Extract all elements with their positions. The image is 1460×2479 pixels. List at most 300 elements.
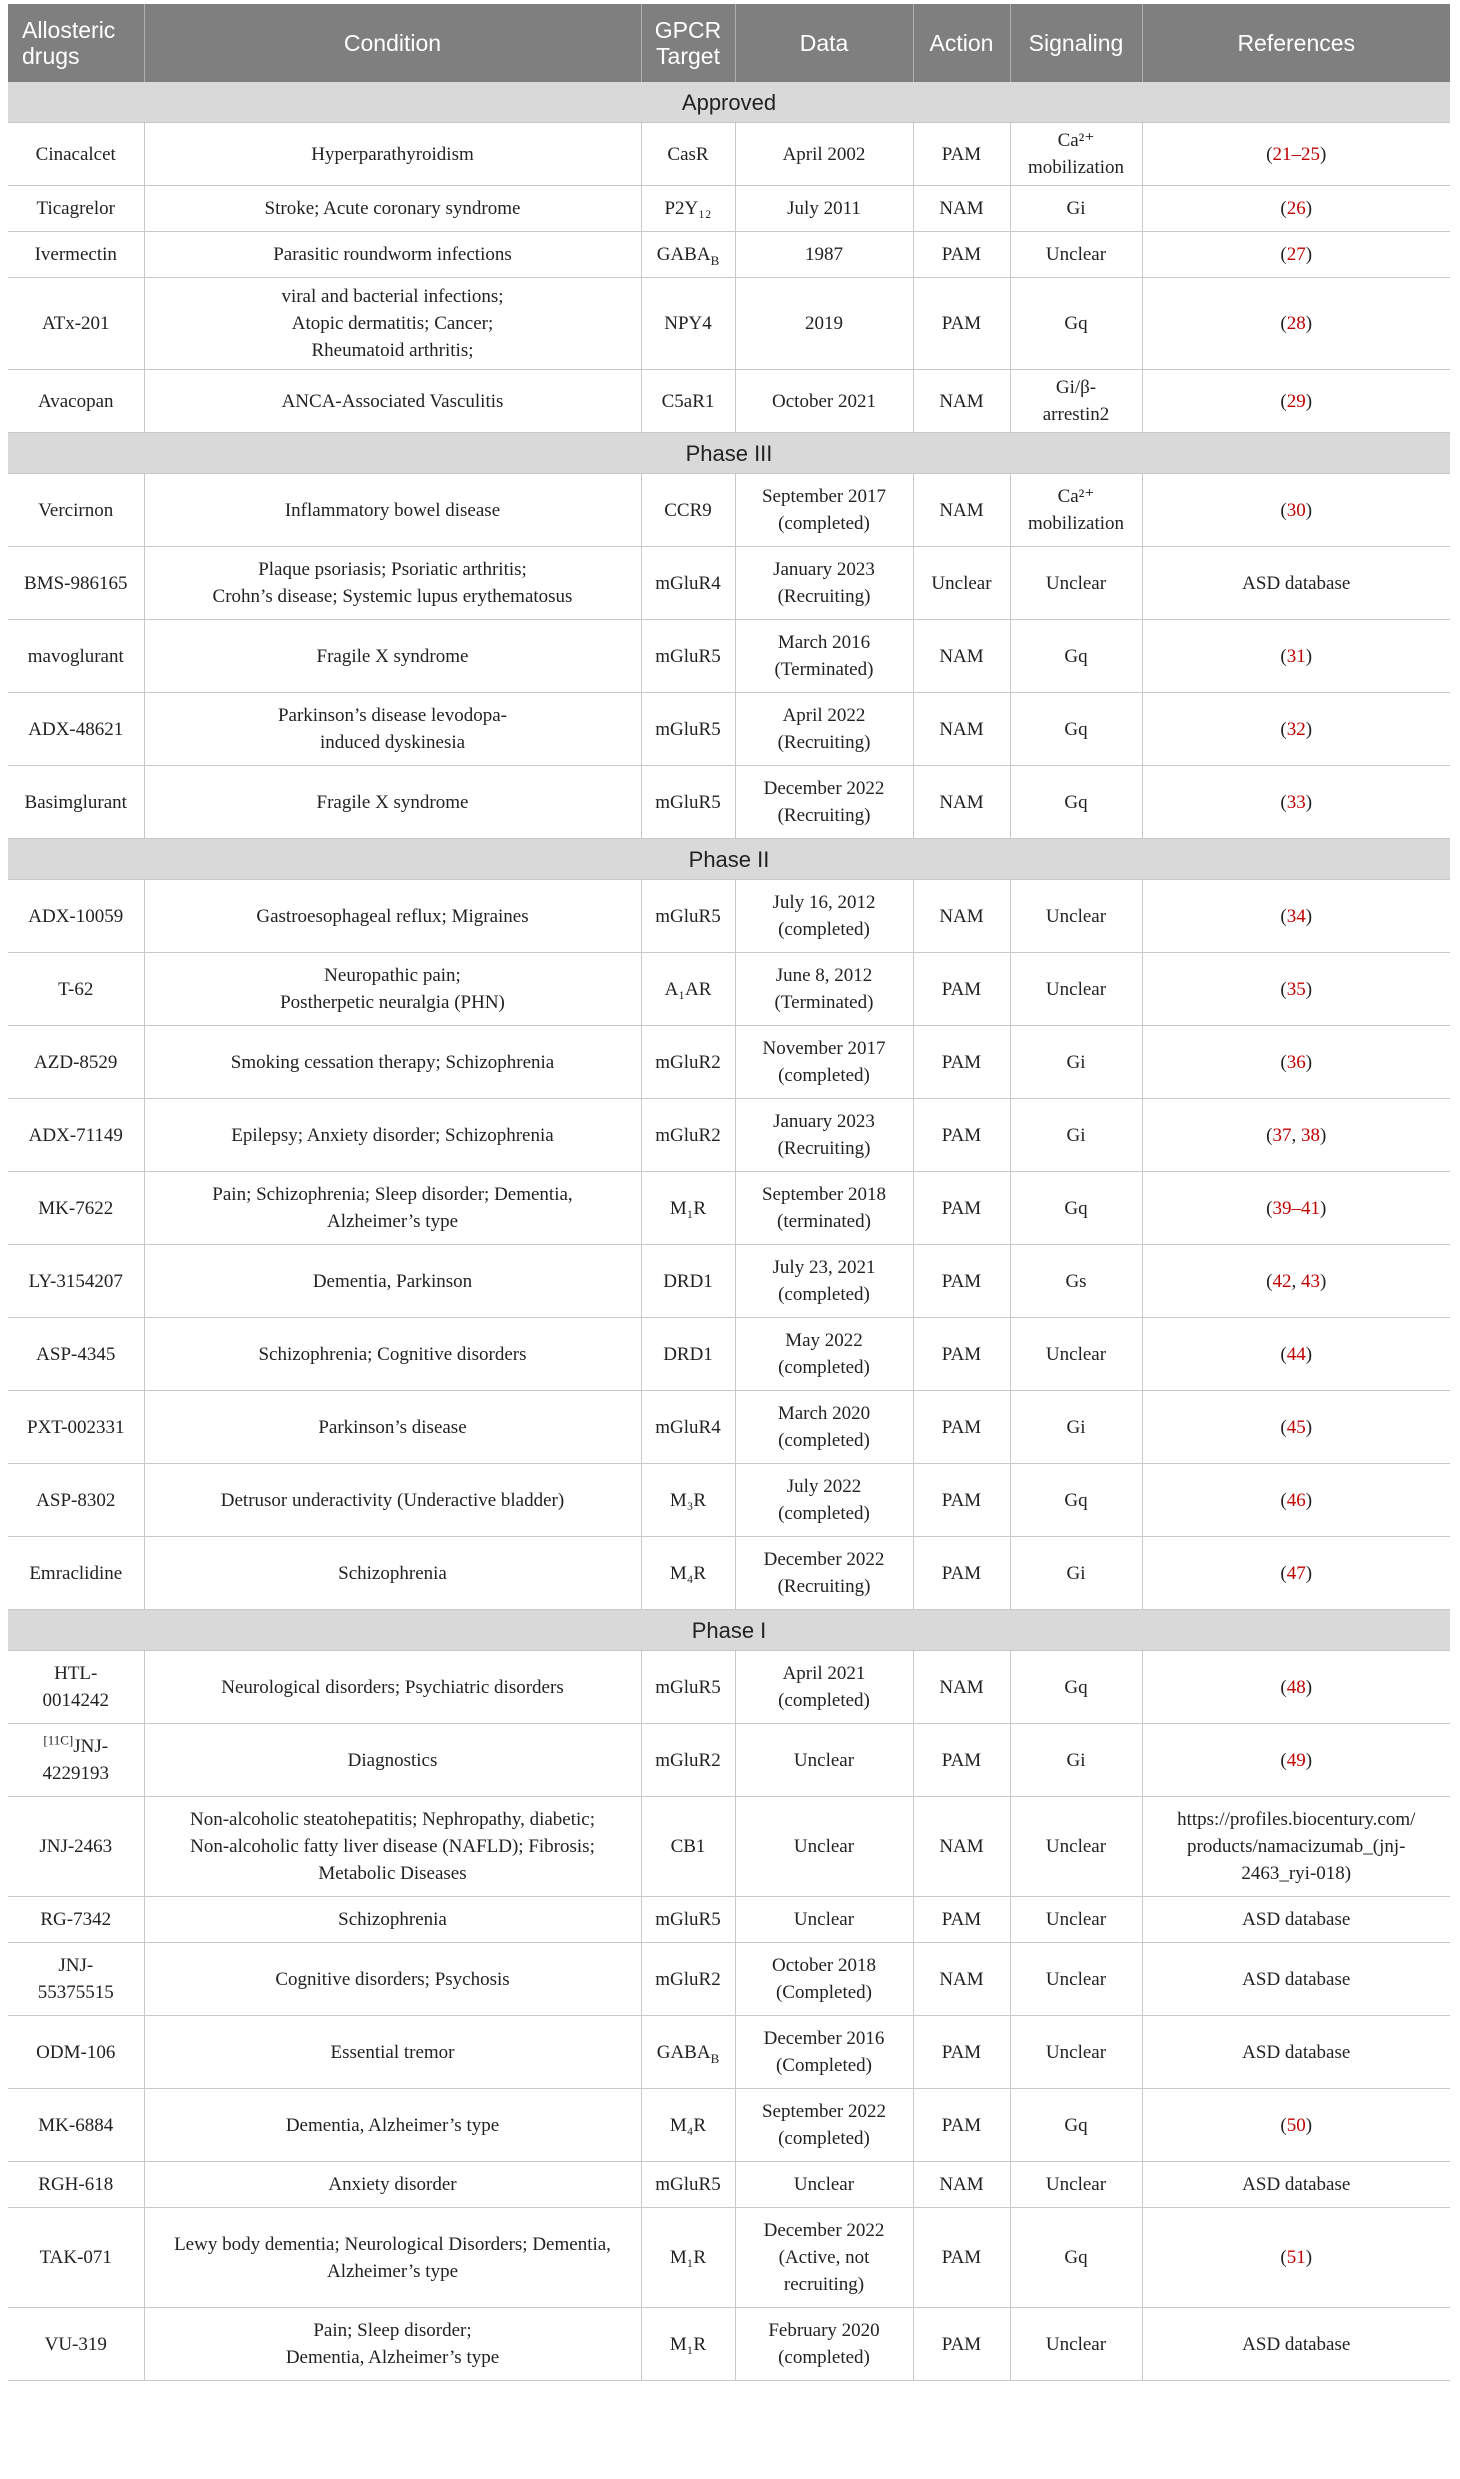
- reference-url[interactable]: https://profiles.biocentury.com/ products/namacizumab_(jnj- 2463_ryi-018): [1177, 1809, 1416, 1884]
- reference-link[interactable]: 50: [1286, 2114, 1306, 2136]
- gpcr-target-cell: [641, 1245, 735, 1318]
- reference-link[interactable]: 35: [1286, 978, 1306, 1000]
- table-row: [8, 1172, 1450, 1245]
- table-header: [8, 4, 1450, 82]
- reference-link[interactable]: 25: [1301, 143, 1320, 165]
- date-cell: [735, 1026, 913, 1099]
- date-cell: [735, 1099, 913, 1172]
- condition-cell-text: Fragile X syndrome: [316, 645, 469, 667]
- references-cell: (33): [1142, 766, 1450, 839]
- gpcr-target-cell-text: CasR: [667, 143, 709, 165]
- gpcr-target-cell: [641, 2016, 735, 2089]
- condition-cell-text: Lewy body dementia; Neurological Disorders; Dementia, Alzheimer’s type: [174, 2233, 611, 2282]
- table-row: [8, 1245, 1450, 1318]
- drug-name-cell: [8, 370, 144, 433]
- signaling-cell: [1010, 1099, 1142, 1172]
- drug-name-cell: [8, 693, 144, 766]
- drug-name-cell-text: Ivermectin: [34, 244, 117, 265]
- action-cell-text: PAM: [941, 978, 982, 1000]
- drug-name-cell: [8, 1391, 144, 1464]
- action-cell-text: NAM: [939, 791, 984, 813]
- drug-name-cell-text: Ticagrelor: [36, 198, 115, 219]
- references-cell: [1142, 1943, 1450, 2016]
- table-row: [8, 880, 1450, 953]
- gpcr-target-cell-text: mGluR2: [655, 1749, 721, 1771]
- condition-cell: [144, 1797, 641, 1897]
- table-row: [8, 766, 1450, 839]
- table-row: [8, 1391, 1450, 1464]
- drug-name-cell-text: JNJ-2463: [39, 1836, 113, 1857]
- drug-name-cell-text: mavoglurant: [27, 645, 124, 667]
- date-cell: [735, 1897, 913, 1943]
- gpcr-target-cell: [641, 953, 735, 1026]
- action-cell-text: Unclear: [931, 572, 992, 594]
- condition-cell-text: Epilepsy; Anxiety disorder; Schizophrenia: [231, 1124, 554, 1146]
- gpcr-target-cell-text: DRD1: [663, 1343, 713, 1365]
- signaling-cell-text: Gq: [1064, 2247, 1088, 2268]
- references-cell: (51): [1142, 2208, 1450, 2308]
- action-cell: [913, 1943, 1010, 2016]
- references-cell: (35): [1142, 953, 1450, 1026]
- action-cell-text: PAM: [941, 1562, 982, 1584]
- section-row: [8, 1610, 1450, 1651]
- condition-cell: [144, 1172, 641, 1245]
- drug-name-cell-text: MK-7622: [38, 1197, 114, 1219]
- date-cell: [735, 2208, 913, 2308]
- signaling-cell-text: Ca²⁺ mobilization: [1027, 130, 1125, 178]
- drug-name-cell: [8, 2089, 144, 2162]
- drug-name-cell: [8, 1099, 144, 1172]
- gpcr-target-cell-text: M₁R: [669, 1197, 707, 1219]
- date-cell-text: September 2018 (terminated): [761, 1184, 886, 1232]
- date-cell-text: July 23, 2021 (completed): [772, 1257, 876, 1305]
- reference-link[interactable]: 43: [1301, 1270, 1320, 1292]
- reference-link[interactable]: 34: [1286, 905, 1306, 927]
- signaling-cell: [1010, 2308, 1142, 2381]
- reference-source: ASD database: [1242, 2041, 1351, 2063]
- date-cell: [735, 1797, 913, 1897]
- signaling-cell: [1010, 232, 1142, 278]
- date-cell-text: September 2022 (completed): [761, 2101, 886, 2149]
- gpcr-target-cell: [641, 1651, 735, 1724]
- drug-name-cell-text: VU-319: [44, 2333, 107, 2355]
- action-cell: [913, 232, 1010, 278]
- action-cell-text: PAM: [941, 1343, 982, 1365]
- date-cell: [735, 2308, 913, 2381]
- gpcr-target-cell: [641, 2308, 735, 2381]
- gpcr-target-cell-text: mGluR5: [655, 1909, 721, 1930]
- signaling-cell-text: Gq: [1064, 791, 1088, 813]
- condition-cell: [144, 186, 641, 232]
- condition-cell: [144, 2308, 641, 2381]
- condition-cell-text: Essential tremor: [330, 2041, 455, 2063]
- drug-name-cell-text: [11C]JNJ- 4229193: [42, 1732, 109, 1784]
- gpcr-target-cell: [641, 1897, 735, 1943]
- date-cell-text: April 2021 (completed): [778, 1663, 870, 1711]
- date-cell-text: Unclear: [793, 1749, 855, 1771]
- condition-cell: [144, 1651, 641, 1724]
- section-row: [8, 82, 1450, 123]
- header-signaling: Signaling: [1010, 4, 1142, 82]
- action-cell-text: NAM: [939, 1676, 984, 1698]
- reference-link[interactable]: 29: [1286, 390, 1306, 412]
- action-cell: [913, 1537, 1010, 1610]
- date-cell: [735, 620, 913, 693]
- drug-name-cell: [8, 474, 144, 547]
- gpcr-target-cell-text: A₁AR: [664, 978, 712, 1000]
- gpcr-target-cell: [641, 123, 735, 186]
- date-cell: [735, 953, 913, 1026]
- signaling-cell-text: Gq: [1064, 2114, 1088, 2136]
- signaling-cell: [1010, 1318, 1142, 1391]
- drug-name-cell-text: Cinacalcet: [35, 143, 116, 165]
- action-cell: [913, 186, 1010, 232]
- reference-link[interactable]: 26: [1286, 198, 1306, 219]
- date-cell-text: November 2017 (completed): [762, 1038, 886, 1086]
- signaling-cell: [1010, 766, 1142, 839]
- signaling-cell: [1010, 1943, 1142, 2016]
- action-cell-text: PAM: [941, 2333, 982, 2355]
- drug-name-cell-text: ATx-201: [41, 313, 110, 334]
- signaling-cell-text: Unclear: [1045, 244, 1107, 265]
- drug-name-cell-text: MK-6884: [38, 2114, 114, 2136]
- reference-link[interactable]: 36: [1286, 1051, 1306, 1073]
- reference-link[interactable]: 45: [1286, 1416, 1306, 1438]
- action-cell-text: NAM: [939, 905, 984, 927]
- table-row: [8, 1464, 1450, 1537]
- table-row: [8, 186, 1450, 232]
- reference-source: ASD database: [1242, 2333, 1351, 2355]
- drug-name-cell-text: ASP-4345: [36, 1343, 116, 1365]
- condition-cell-text: Schizophrenia; Cognitive disorders: [258, 1343, 527, 1365]
- drug-name-cell: [8, 1943, 144, 2016]
- action-cell: [913, 1464, 1010, 1537]
- action-cell-text: NAM: [939, 1836, 984, 1857]
- signaling-cell-text: Unclear: [1045, 572, 1107, 594]
- signaling-cell-text: Gi/β- arrestin2: [1042, 377, 1110, 425]
- action-cell-text: PAM: [941, 1197, 982, 1219]
- drug-name-cell: [8, 1897, 144, 1943]
- condition-cell-text: Diagnostics: [347, 1749, 438, 1771]
- drug-name-cell: [8, 766, 144, 839]
- signaling-cell-text: Gi: [1066, 1749, 1086, 1771]
- references-cell: [1142, 2162, 1450, 2208]
- references-cell: [1142, 2016, 1450, 2089]
- allosteric-drugs-table-container: [8, 4, 1450, 2381]
- reference-link[interactable]: 37: [1272, 1124, 1292, 1146]
- signaling-cell-text: Unclear: [1045, 1343, 1107, 1365]
- condition-cell: [144, 278, 641, 370]
- date-cell: [735, 278, 913, 370]
- action-cell-text: PAM: [941, 2114, 982, 2136]
- table-row: [8, 1099, 1450, 1172]
- condition-cell-text: Gastroesophageal reflux; Migraines: [256, 905, 529, 927]
- date-cell-text: March 2016 (Terminated): [774, 632, 874, 680]
- drug-name-cell-text: ASP-8302: [36, 1489, 116, 1511]
- table-row: [8, 547, 1450, 620]
- drug-name-cell-text: ADX-71149: [28, 1124, 123, 1146]
- references-cell: (44): [1142, 1318, 1450, 1391]
- condition-cell: [144, 1464, 641, 1537]
- drug-name-cell: [8, 547, 144, 620]
- condition-cell-text: Parkinson’s disease: [318, 1416, 467, 1438]
- signaling-cell-text: Unclear: [1045, 2333, 1107, 2355]
- condition-cell: [144, 2089, 641, 2162]
- action-cell: [913, 2089, 1010, 2162]
- signaling-cell-text: Unclear: [1045, 2041, 1107, 2063]
- condition-cell: [144, 693, 641, 766]
- date-cell-text: April 2002: [782, 143, 866, 165]
- date-cell: [735, 370, 913, 433]
- signaling-cell: [1010, 1724, 1142, 1797]
- drug-name-cell: [8, 1537, 144, 1610]
- gpcr-target-cell-text: C5aR1: [661, 390, 715, 412]
- date-cell: [735, 2162, 913, 2208]
- header-condition: Condition: [144, 4, 641, 82]
- references-cell: (30): [1142, 474, 1450, 547]
- drug-name-cell: [8, 1245, 144, 1318]
- drug-name-cell-text: LY-3154207: [28, 1270, 123, 1292]
- date-cell-text: January 2023 (Recruiting): [773, 559, 875, 607]
- date-cell-text: May 2022 (completed): [778, 1330, 870, 1378]
- condition-cell: [144, 766, 641, 839]
- section-row: [8, 433, 1450, 474]
- reference-link[interactable]: 33: [1286, 791, 1306, 813]
- drug-name-cell-text: Avacopan: [37, 390, 114, 412]
- gpcr-target-cell-text: mGluR5: [655, 791, 721, 813]
- references-cell: (46): [1142, 1464, 1450, 1537]
- gpcr-target-cell: [641, 278, 735, 370]
- reference-link[interactable]: 44: [1286, 1343, 1306, 1365]
- references-cell: (28): [1142, 278, 1450, 370]
- references-cell: (49): [1142, 1724, 1450, 1797]
- references-cell: (21–25): [1142, 123, 1450, 186]
- action-cell-text: NAM: [939, 198, 984, 219]
- action-cell-text: NAM: [939, 390, 984, 412]
- condition-cell: [144, 1391, 641, 1464]
- reference-link[interactable]: 21: [1272, 143, 1292, 165]
- reference-separator: ,: [1291, 1270, 1301, 1292]
- date-cell: [735, 1651, 913, 1724]
- section-title: Phase III: [8, 433, 1450, 474]
- action-cell: [913, 1797, 1010, 1897]
- drug-name-cell: [8, 232, 144, 278]
- gpcr-target-cell: [641, 1172, 735, 1245]
- gpcr-target-cell-text: NPY4: [664, 313, 712, 334]
- date-cell-text: April 2022 (Recruiting): [777, 705, 871, 753]
- references-cell: (48): [1142, 1651, 1450, 1724]
- gpcr-target-cell: [641, 693, 735, 766]
- gpcr-target-cell: [641, 1099, 735, 1172]
- section-title: Phase I: [8, 1610, 1450, 1651]
- date-cell-text: January 2023 (Recruiting): [773, 1111, 875, 1159]
- action-cell: [913, 370, 1010, 433]
- condition-cell-text: Anxiety disorder: [328, 2174, 457, 2195]
- condition-cell-text: Fragile X syndrome: [316, 791, 469, 813]
- reference-link[interactable]: 46: [1286, 1489, 1306, 1511]
- signaling-cell: [1010, 2016, 1142, 2089]
- date-cell: [735, 766, 913, 839]
- date-cell-text: June 8, 2012 (Terminated): [774, 965, 874, 1013]
- action-cell: [913, 2208, 1010, 2308]
- reference-link[interactable]: 42: [1272, 1270, 1292, 1292]
- references-cell: (26): [1142, 186, 1450, 232]
- signaling-cell-text: Unclear: [1045, 2174, 1107, 2195]
- signaling-cell-text: Unclear: [1045, 1968, 1107, 1990]
- gpcr-target-cell-text: mGluR5: [655, 718, 721, 740]
- table-row: [8, 1943, 1450, 2016]
- action-cell: [913, 1026, 1010, 1099]
- reference-source: ASD database: [1242, 572, 1351, 594]
- date-cell: [735, 693, 913, 766]
- reference-link[interactable]: 30: [1286, 499, 1306, 521]
- drug-name-cell: [8, 2308, 144, 2381]
- condition-cell: [144, 547, 641, 620]
- drug-name-cell: [8, 1172, 144, 1245]
- drug-name-cell-text: Basimglurant: [24, 791, 127, 813]
- action-cell: [913, 474, 1010, 547]
- reference-link[interactable]: 31: [1286, 645, 1306, 667]
- date-cell-text: July 2011: [787, 198, 861, 219]
- condition-cell: [144, 1724, 641, 1797]
- action-cell: [913, 123, 1010, 186]
- condition-cell-text: Detrusor underactivity (Underactive bladder): [220, 1489, 565, 1511]
- gpcr-target-cell-text: mGluR5: [655, 2174, 721, 2195]
- gpcr-target-cell-text: mGluR5: [655, 645, 721, 667]
- table-row: [8, 2089, 1450, 2162]
- signaling-cell: [1010, 620, 1142, 693]
- gpcr-target-cell-text: mGluR2: [655, 1968, 721, 1990]
- condition-cell-text: Stroke; Acute coronary syndrome: [264, 198, 521, 219]
- signaling-cell: [1010, 123, 1142, 186]
- table-row: [8, 1897, 1450, 1943]
- signaling-cell-text: Gq: [1064, 718, 1088, 740]
- signaling-cell: [1010, 370, 1142, 433]
- drug-name-cell-text: ADX-48621: [28, 718, 124, 740]
- action-cell: [913, 2016, 1010, 2089]
- table-row: [8, 2162, 1450, 2208]
- header-row: [8, 4, 1450, 82]
- gpcr-target-cell-text: CCR9: [664, 499, 712, 521]
- reference-link[interactable]: 32: [1286, 718, 1306, 740]
- condition-cell-text: Pain; Schizophrenia; Sleep disorder; Dementia, Alzheimer’s type: [212, 1184, 573, 1232]
- date-cell-text: 1987: [805, 244, 843, 265]
- action-cell: [913, 1391, 1010, 1464]
- gpcr-target-cell-text: $GABA_B$: [656, 244, 720, 268]
- action-cell-text: PAM: [941, 1051, 982, 1073]
- drug-name-cell-text: ODM-106: [36, 2041, 116, 2063]
- condition-cell-text: Schizophrenia: [338, 1562, 447, 1584]
- table-row: [8, 620, 1450, 693]
- condition-cell: [144, 232, 641, 278]
- condition-cell-text: Parkinson’s disease levodopa- induced dyskinesia: [277, 705, 507, 753]
- action-cell: [913, 1897, 1010, 1943]
- action-cell-text: PAM: [941, 1416, 982, 1438]
- action-cell: [913, 1099, 1010, 1172]
- table-row: [8, 1724, 1450, 1797]
- header-references: References: [1142, 4, 1450, 82]
- reference-link[interactable]: 39: [1272, 1197, 1292, 1219]
- date-cell-text: December 2016 (Completed): [763, 2028, 885, 2076]
- gpcr-target-cell-text: mGluR2: [655, 1124, 721, 1146]
- drug-name-cell-text: JNJ- 55375515: [37, 1955, 114, 2003]
- signaling-cell-text: Gs: [1065, 1270, 1087, 1292]
- action-cell-text: PAM: [941, 1124, 982, 1146]
- condition-cell: [144, 1245, 641, 1318]
- condition-cell: [144, 2016, 641, 2089]
- section-title: Approved: [8, 82, 1450, 123]
- date-cell: [735, 1464, 913, 1537]
- date-cell: [735, 2089, 913, 2162]
- reference-link[interactable]: 28: [1286, 313, 1306, 334]
- reference-link[interactable]: 38: [1301, 1124, 1320, 1146]
- reference-separator: –: [1291, 143, 1301, 165]
- date-cell-text: September 2017 (completed): [761, 486, 886, 534]
- signaling-cell-text: Gq: [1064, 1489, 1088, 1511]
- gpcr-target-cell: [641, 1026, 735, 1099]
- table-row: [8, 278, 1450, 370]
- reference-link[interactable]: 27: [1286, 244, 1306, 265]
- date-cell-text: Unclear: [793, 2174, 855, 2195]
- signaling-cell-text: Gq: [1064, 1676, 1088, 1698]
- reference-link[interactable]: 48: [1286, 1676, 1306, 1698]
- gpcr-target-cell: [641, 1724, 735, 1797]
- date-cell: [735, 1245, 913, 1318]
- drug-name-cell: [8, 186, 144, 232]
- gpcr-target-cell-text: M₁R: [669, 2333, 707, 2355]
- condition-cell: [144, 1537, 641, 1610]
- header-action: Action: [913, 4, 1010, 82]
- condition-cell: [144, 474, 641, 547]
- gpcr-target-cell-text: M₃R: [669, 1489, 707, 1511]
- references-cell: (31): [1142, 620, 1450, 693]
- references-cell: [1142, 547, 1450, 620]
- date-cell-text: Unclear: [793, 1836, 855, 1857]
- gpcr-target-cell-text: mGluR5: [655, 905, 721, 927]
- table-row: [8, 2016, 1450, 2089]
- action-cell: [913, 2308, 1010, 2381]
- signaling-cell: [1010, 1464, 1142, 1537]
- reference-link[interactable]: 47: [1286, 1562, 1306, 1584]
- action-cell: [913, 1172, 1010, 1245]
- signaling-cell: [1010, 186, 1142, 232]
- reference-link[interactable]: 41: [1301, 1197, 1320, 1219]
- condition-cell-text: Hyperparathyroidism: [311, 143, 474, 165]
- date-cell-text: December 2022 (Recruiting): [763, 1549, 885, 1597]
- drug-name-cell: [8, 953, 144, 1026]
- date-cell: [735, 547, 913, 620]
- condition-cell: [144, 1099, 641, 1172]
- condition-cell-text: Pain; Sleep disorder; Dementia, Alzheimer’s type: [285, 2320, 500, 2368]
- reference-link[interactable]: 51: [1286, 2247, 1306, 2268]
- gpcr-target-cell: [641, 1318, 735, 1391]
- signaling-cell: [1010, 1245, 1142, 1318]
- gpcr-target-cell-text: DRD1: [663, 1270, 713, 1292]
- signaling-cell: [1010, 1651, 1142, 1724]
- drug-name-cell: [8, 278, 144, 370]
- action-cell: [913, 620, 1010, 693]
- date-cell-text: October 2021: [772, 390, 876, 412]
- references-cell: (47): [1142, 1537, 1450, 1610]
- gpcr-target-cell: [641, 474, 735, 547]
- signaling-cell-text: Ca²⁺ mobilization: [1027, 486, 1125, 534]
- date-cell: [735, 1391, 913, 1464]
- signaling-cell-text: Gq: [1064, 1197, 1088, 1219]
- reference-link[interactable]: 49: [1286, 1749, 1306, 1771]
- condition-cell: [144, 2208, 641, 2308]
- condition-cell-text: Inflammatory bowel disease: [284, 499, 501, 521]
- drug-name-cell-text: BMS-986165: [24, 572, 128, 594]
